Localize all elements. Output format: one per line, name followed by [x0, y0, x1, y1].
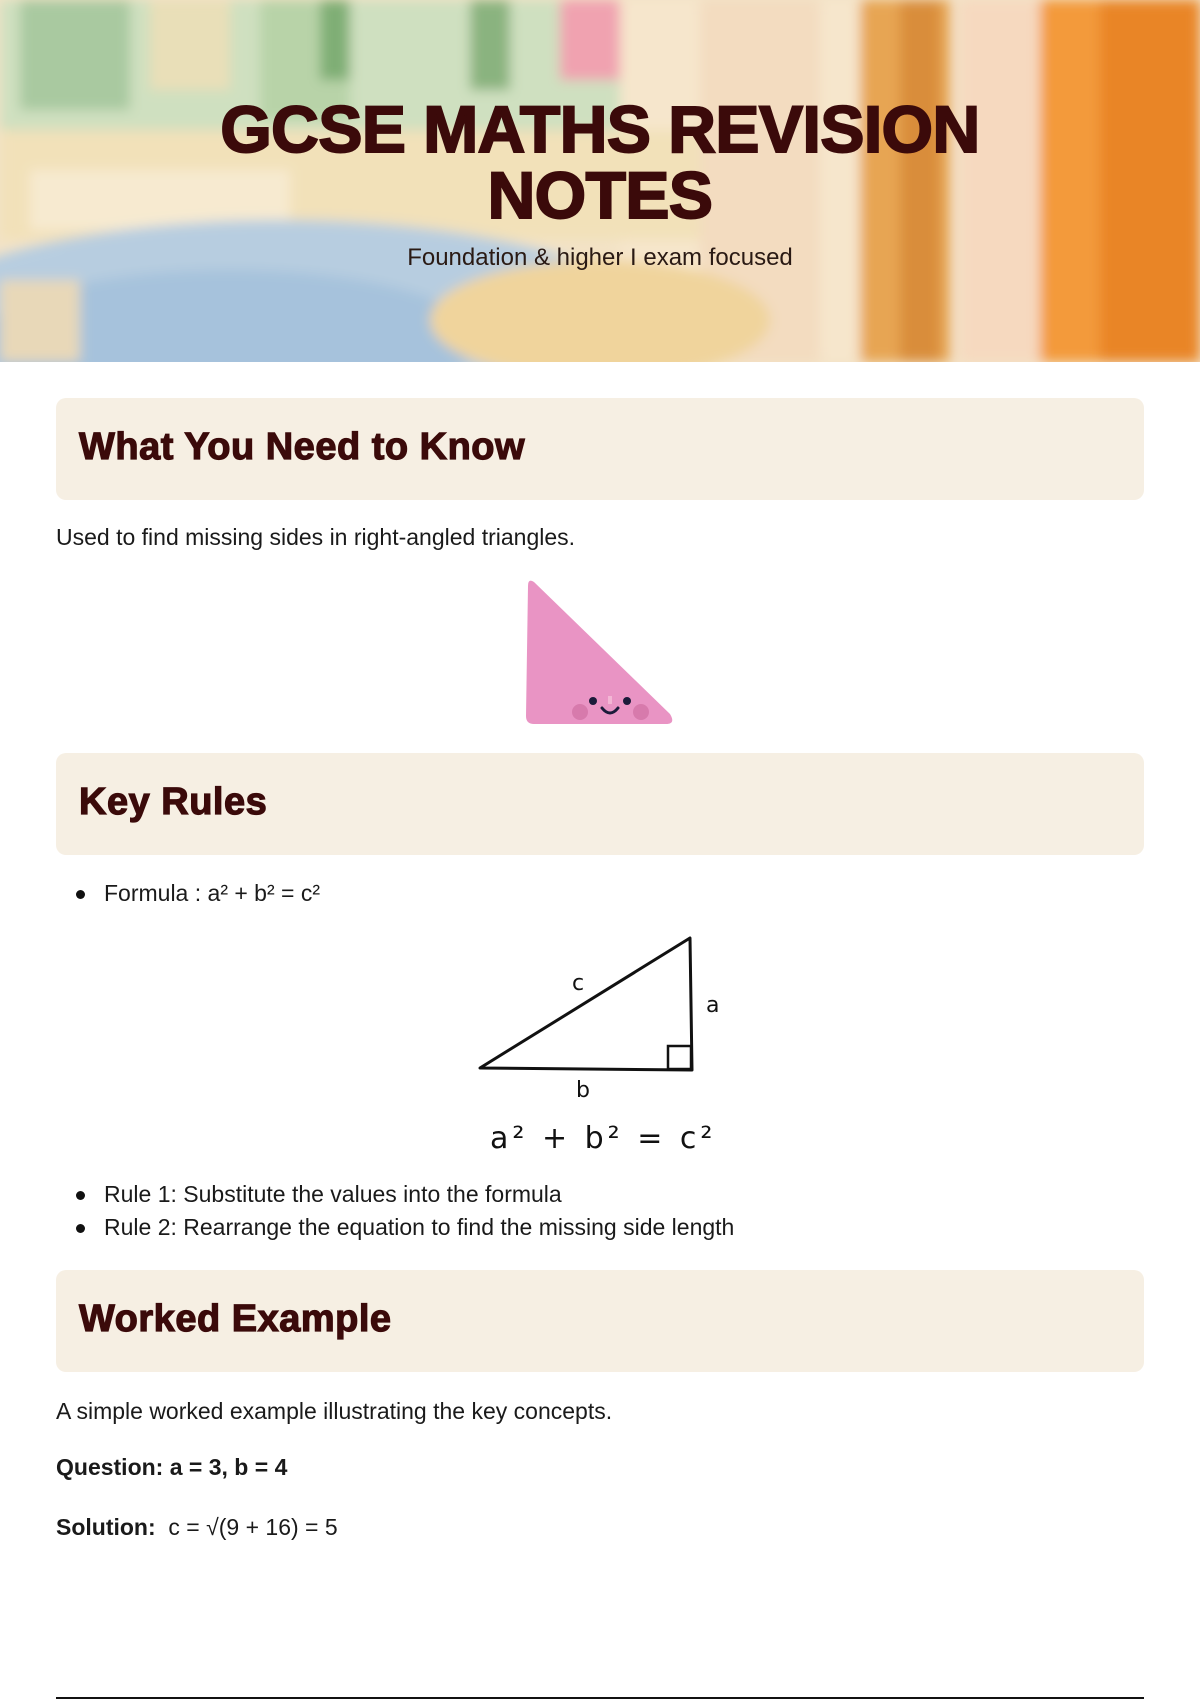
page-title: GCSE MATHS REVISION NOTES [220, 92, 980, 232]
list-item: Rule 2: Rearrange the equation to find the missing side length [56, 1211, 734, 1244]
formula-list [56, 877, 320, 910]
side-c-label: c [572, 971, 585, 996]
section-heading: Key Rules [79, 781, 268, 823]
solution-label: Solution: [56, 1514, 156, 1540]
question-label: Question: [56, 1454, 164, 1480]
pythagoras-equation: a² + b² = c² [490, 1121, 717, 1156]
section-know-header [56, 398, 1144, 500]
solution-value: c = √(9 + 16) = 5 [168, 1514, 338, 1540]
list-item: Formula : a² + b² = c² [56, 877, 320, 910]
page-subtitle: Foundation & higher I exam focused [407, 244, 793, 271]
example-intro: A simple worked example illustrating the key concepts. [56, 1398, 613, 1424]
list-item: Rule 1: Substitute the values into the formula [56, 1178, 734, 1211]
section-heading: What You Need to Know [79, 426, 526, 468]
example-question [56, 1454, 287, 1481]
section-heading: Worked Example [79, 1298, 392, 1340]
question-value: a = 3, b = 4 [169, 1454, 288, 1480]
header-banner [0, 0, 1200, 362]
section-rules-header [56, 753, 1144, 855]
smiling-triangle-icon [520, 578, 680, 732]
right-triangle-diagram [470, 930, 740, 1170]
example-solution [56, 1514, 338, 1541]
section-example-header [56, 1270, 1144, 1372]
footer-divider [56, 1697, 1144, 1699]
rules-list [56, 1178, 734, 1244]
side-a-label: a [706, 993, 720, 1018]
side-b-label: b [576, 1078, 590, 1103]
know-text: Used to find missing sides in right-angled triangles. [56, 524, 576, 550]
